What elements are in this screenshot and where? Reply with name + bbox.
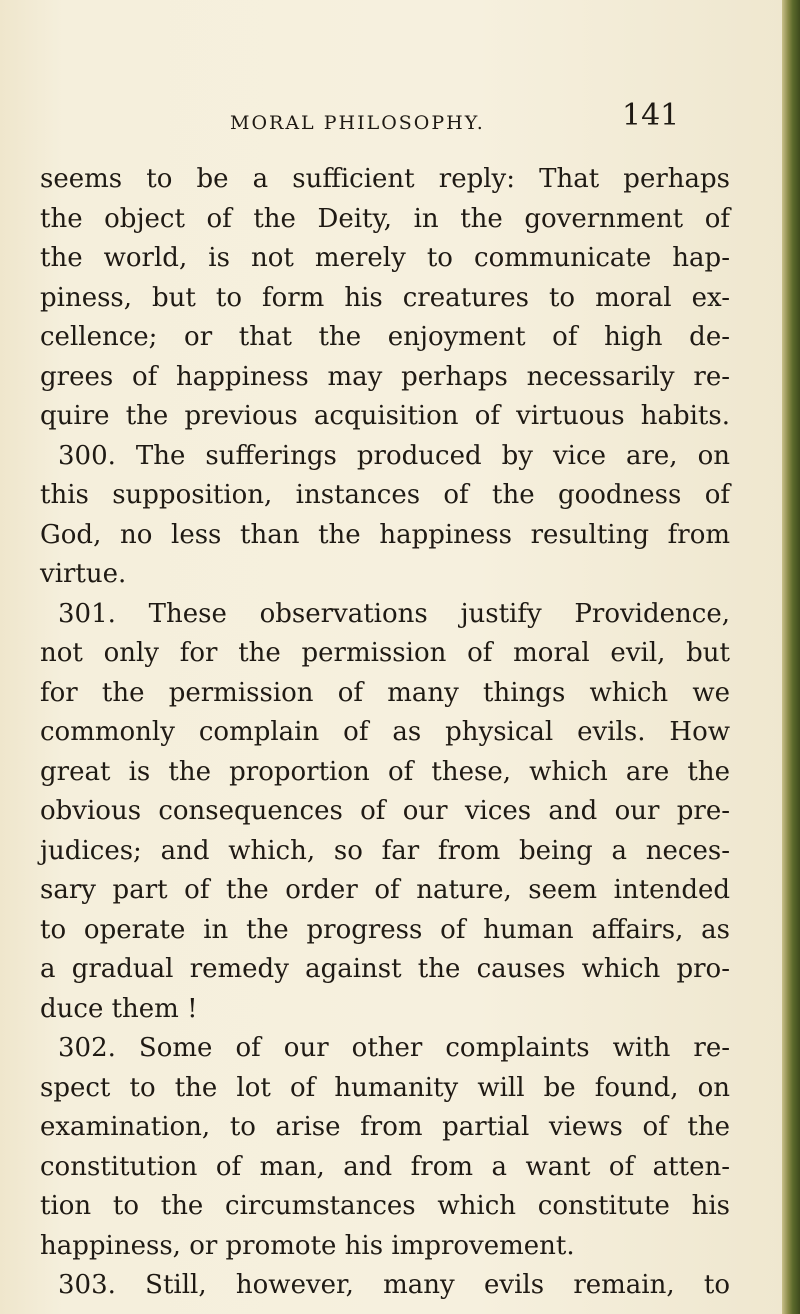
text-line: the world, is not merely to communicate hap- [40, 243, 730, 273]
body-text [40, 160, 730, 1306]
text-line: quire the previous acquisition of virtuous habits. [40, 401, 730, 431]
text-line: for the permission of many things which we [40, 677, 730, 708]
text-line: a gradual remedy against the causes which pro- [40, 954, 730, 984]
paragraph-303-start: 303. Still, however, many evils remain, to [58, 1270, 730, 1300]
text-line: seems to be a sufficient reply: That perhaps [40, 164, 730, 194]
paragraph-301-start: 301. These observations justify Providence, [58, 598, 730, 629]
text-line: piness, but to form his creatures to moral ex- [40, 282, 730, 313]
text-line: sary part of the order of nature, seem intended [40, 875, 730, 905]
text-line: tion to the circumstances which constitute his [40, 1191, 730, 1221]
text-line: to operate in the progress of human affairs, as [40, 914, 730, 945]
paragraph-300-start: 300. The sufferings produced by vice are, on [58, 440, 730, 471]
text-line: this supposition, instances of the goodness of [40, 480, 730, 510]
text-line: grees of happiness may perhaps necessarily re- [40, 361, 730, 392]
text-line: commonly complain of as physical evils. How [40, 717, 730, 747]
text-line: spect to the lot of humanity will be found, on [40, 1072, 730, 1103]
text-line: obvious consequences of our vices and our pre- [40, 796, 730, 826]
book-spine-edge [782, 0, 800, 1314]
running-title: MORAL PHILOSOPHY. [230, 112, 485, 134]
text-line: judices; and which, so far from being a neces- [40, 835, 730, 866]
text-line: God, no less than the happiness resulting from [40, 519, 730, 550]
text-line: duce them ! [40, 993, 198, 1024]
text-line: great is the proportion of these, which are the [40, 756, 730, 787]
text-line: constitution of man, and from a want of atten- [40, 1151, 730, 1182]
page-number: 141 [622, 98, 680, 133]
text-line: happiness, or promote his improvement. [40, 1230, 575, 1261]
running-head [0, 98, 785, 138]
text-line: the object of the Deity, in the government of [40, 203, 730, 234]
text-line: cellence; or that the enjoyment of high de- [40, 322, 730, 352]
text-line: examination, to arise from partial views of the [40, 1112, 730, 1142]
paragraph-302-start: 302. Some of our other complaints with re- [58, 1033, 730, 1063]
text-line: virtue. [40, 559, 127, 589]
text-line: not only for the permission of moral evil, but [40, 638, 730, 668]
